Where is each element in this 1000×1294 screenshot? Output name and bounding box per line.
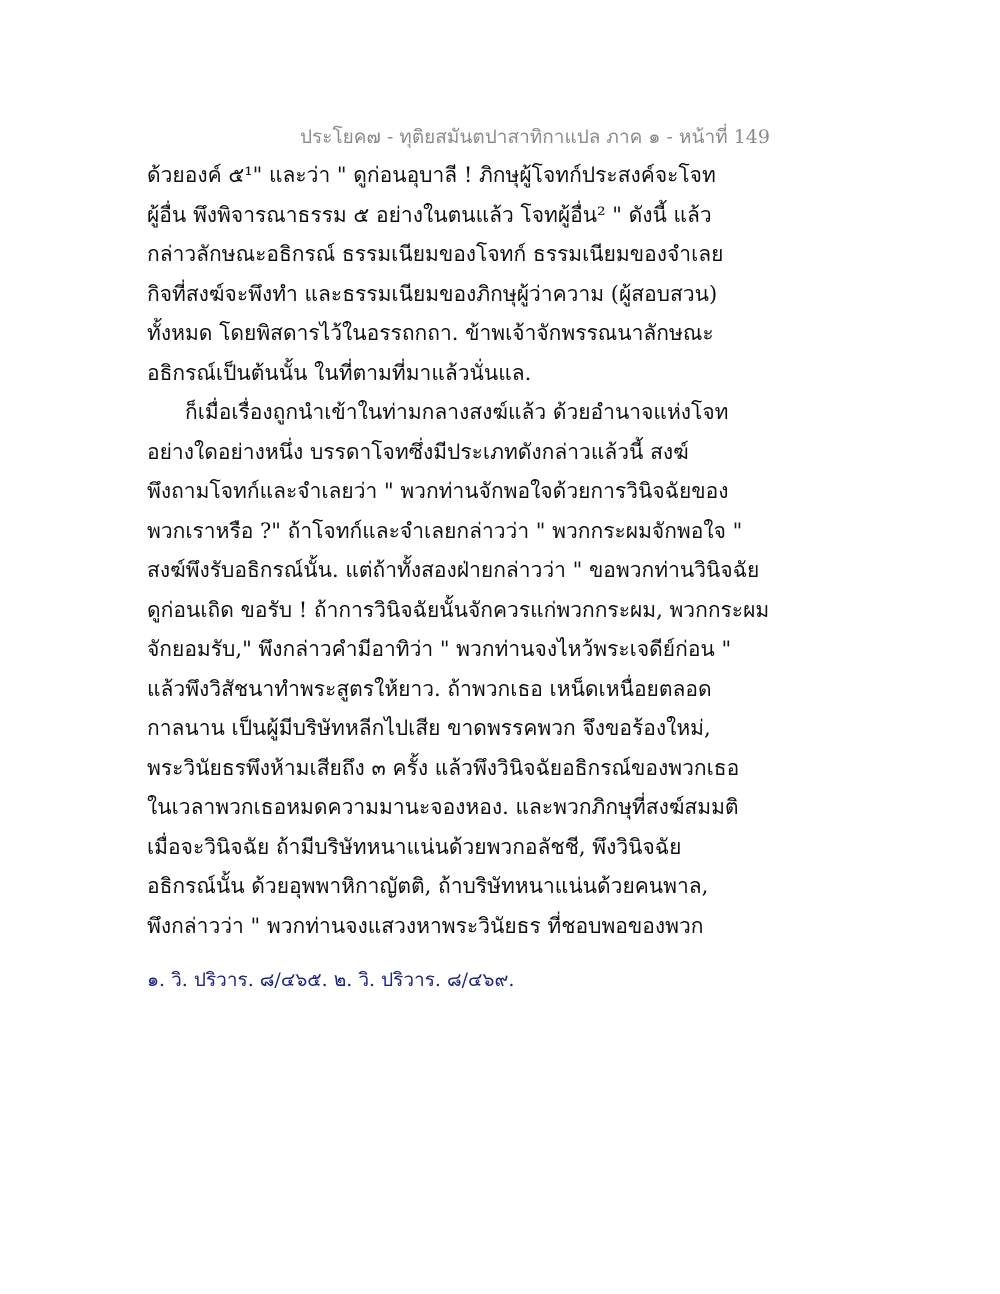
text-line: พระวินัยธรพึงห้ามเสียถึง ๓ ครั้ง แล้วพึงวินิจฉัยอธิกรณ์ของพวกเธอ [147, 755, 740, 780]
text-line: กล่าวลักษณะอธิกรณ์ ธรรมเนียมของโจทก์ ธรรมเนียมของจำเลย [147, 242, 724, 266]
text-line: พวกเราหรือ ?" ถ้าโจทก์และจำเลยกล่าวว่า " พวกกระผมจักพอใจ " [147, 518, 743, 543]
text-line: ทั้งหมด โดยพิสดารไว้ในอรรถกถา. ข้าพเจ้าจักพรรณนาลักษณะ [147, 321, 714, 345]
text-line: กิจที่สงฆ์จะพึงทำ และธรรมเนียมของภิกษุผู้ว่าความ (ผู้สอบสวน) [147, 281, 718, 306]
text-line: กาลนาน เป็นผู้มีบริษัทหลีกไปเสีย ขาดพรรคพวก จึงขอร้องใหม่, [147, 716, 711, 740]
running-header: ประโยค๗ - ทุติยสมันตปาสาทิกาแปล ภาค ๑ - หน้าที่ 149 [300, 126, 770, 148]
paragraph-start-line: ก็เมื่อเรื่องถูกนำเข้าในท่ามกลางสงฆ์แล้ว ด้วยอำนาจแห่งโจท [185, 400, 729, 424]
footnotes: ๑. วิ. ปริวาร. ๘/๔๖๕. ๒. วิ. ปริวาร. ๘/๔๖๙. [147, 969, 515, 991]
text-line: แล้วพึงวิสัชนาทำพระสูตรให้ยาว. ถ้าพวกเธอ เหน็ดเหนื่อยตลอด [147, 676, 712, 701]
text-line: อย่างใดอย่างหนึ่ง บรรดาโจทซึ่งมีประเภทดังกล่าวแล้วนี้ สงฆ์ [147, 439, 689, 464]
text-line: พึงถามโจทก์และจำเลยว่า " พวกท่านจักพอใจด้วยการวินิจฉัยของ [147, 479, 729, 503]
text-line: ผู้อื่น พึงพิจารณาธรรม ๕ อย่างในตนแล้ว โจทผู้อื่น² " ดังนี้ แล้ว [147, 202, 712, 227]
body-text [147, 156, 770, 946]
text-line: เมื่อจะวินิจฉัย ถ้ามีบริษัทหนาแน่นด้วยพวกอลัชชี, พึงวินิจฉัย [147, 834, 682, 859]
text-line: พึงกล่าวว่า " พวกท่านจงแสวงหาพระวินัยธร ที่ชอบพอของพวก [147, 913, 704, 938]
text-line: ดูก่อนเถิด ขอรับ ! ถ้าการวินิจฉัยนั้นจักควรแก่พวกกระผม, พวกกระผม [147, 597, 770, 622]
text-line: ด้วยองค์ ๕¹" และว่า " ดูก่อนอุบาลี ! ภิกษุผู้โจทก์ประสงค์จะโจท [147, 163, 716, 187]
text-line: อธิกรณ์เป็นต้นนั้น ในที่ตามที่มาแล้วนั่นแล. [147, 360, 532, 385]
text-line: ในเวลาพวกเธอหมดความมานะจองหอง. และพวกภิกษุที่สงฆ์สมมติ [147, 795, 739, 819]
text-line: จักยอมรับ," พึงกล่าวคำมีอาทิว่า " พวกท่านจงไหว้พระเจดีย์ก่อน " [147, 637, 732, 661]
text-line: สงฆ์พึงรับอธิกรณ์นั้น. แต่ถ้าทั้งสองฝ่ายกล่าวว่า " ขอพวกท่านวินิจฉัย [147, 558, 760, 582]
text-line: อธิกรณ์นั้น ด้วยอุพพาหิกาญัตติ, ถ้าบริษัทหนาแน่นด้วยคนพาล, [147, 874, 709, 898]
